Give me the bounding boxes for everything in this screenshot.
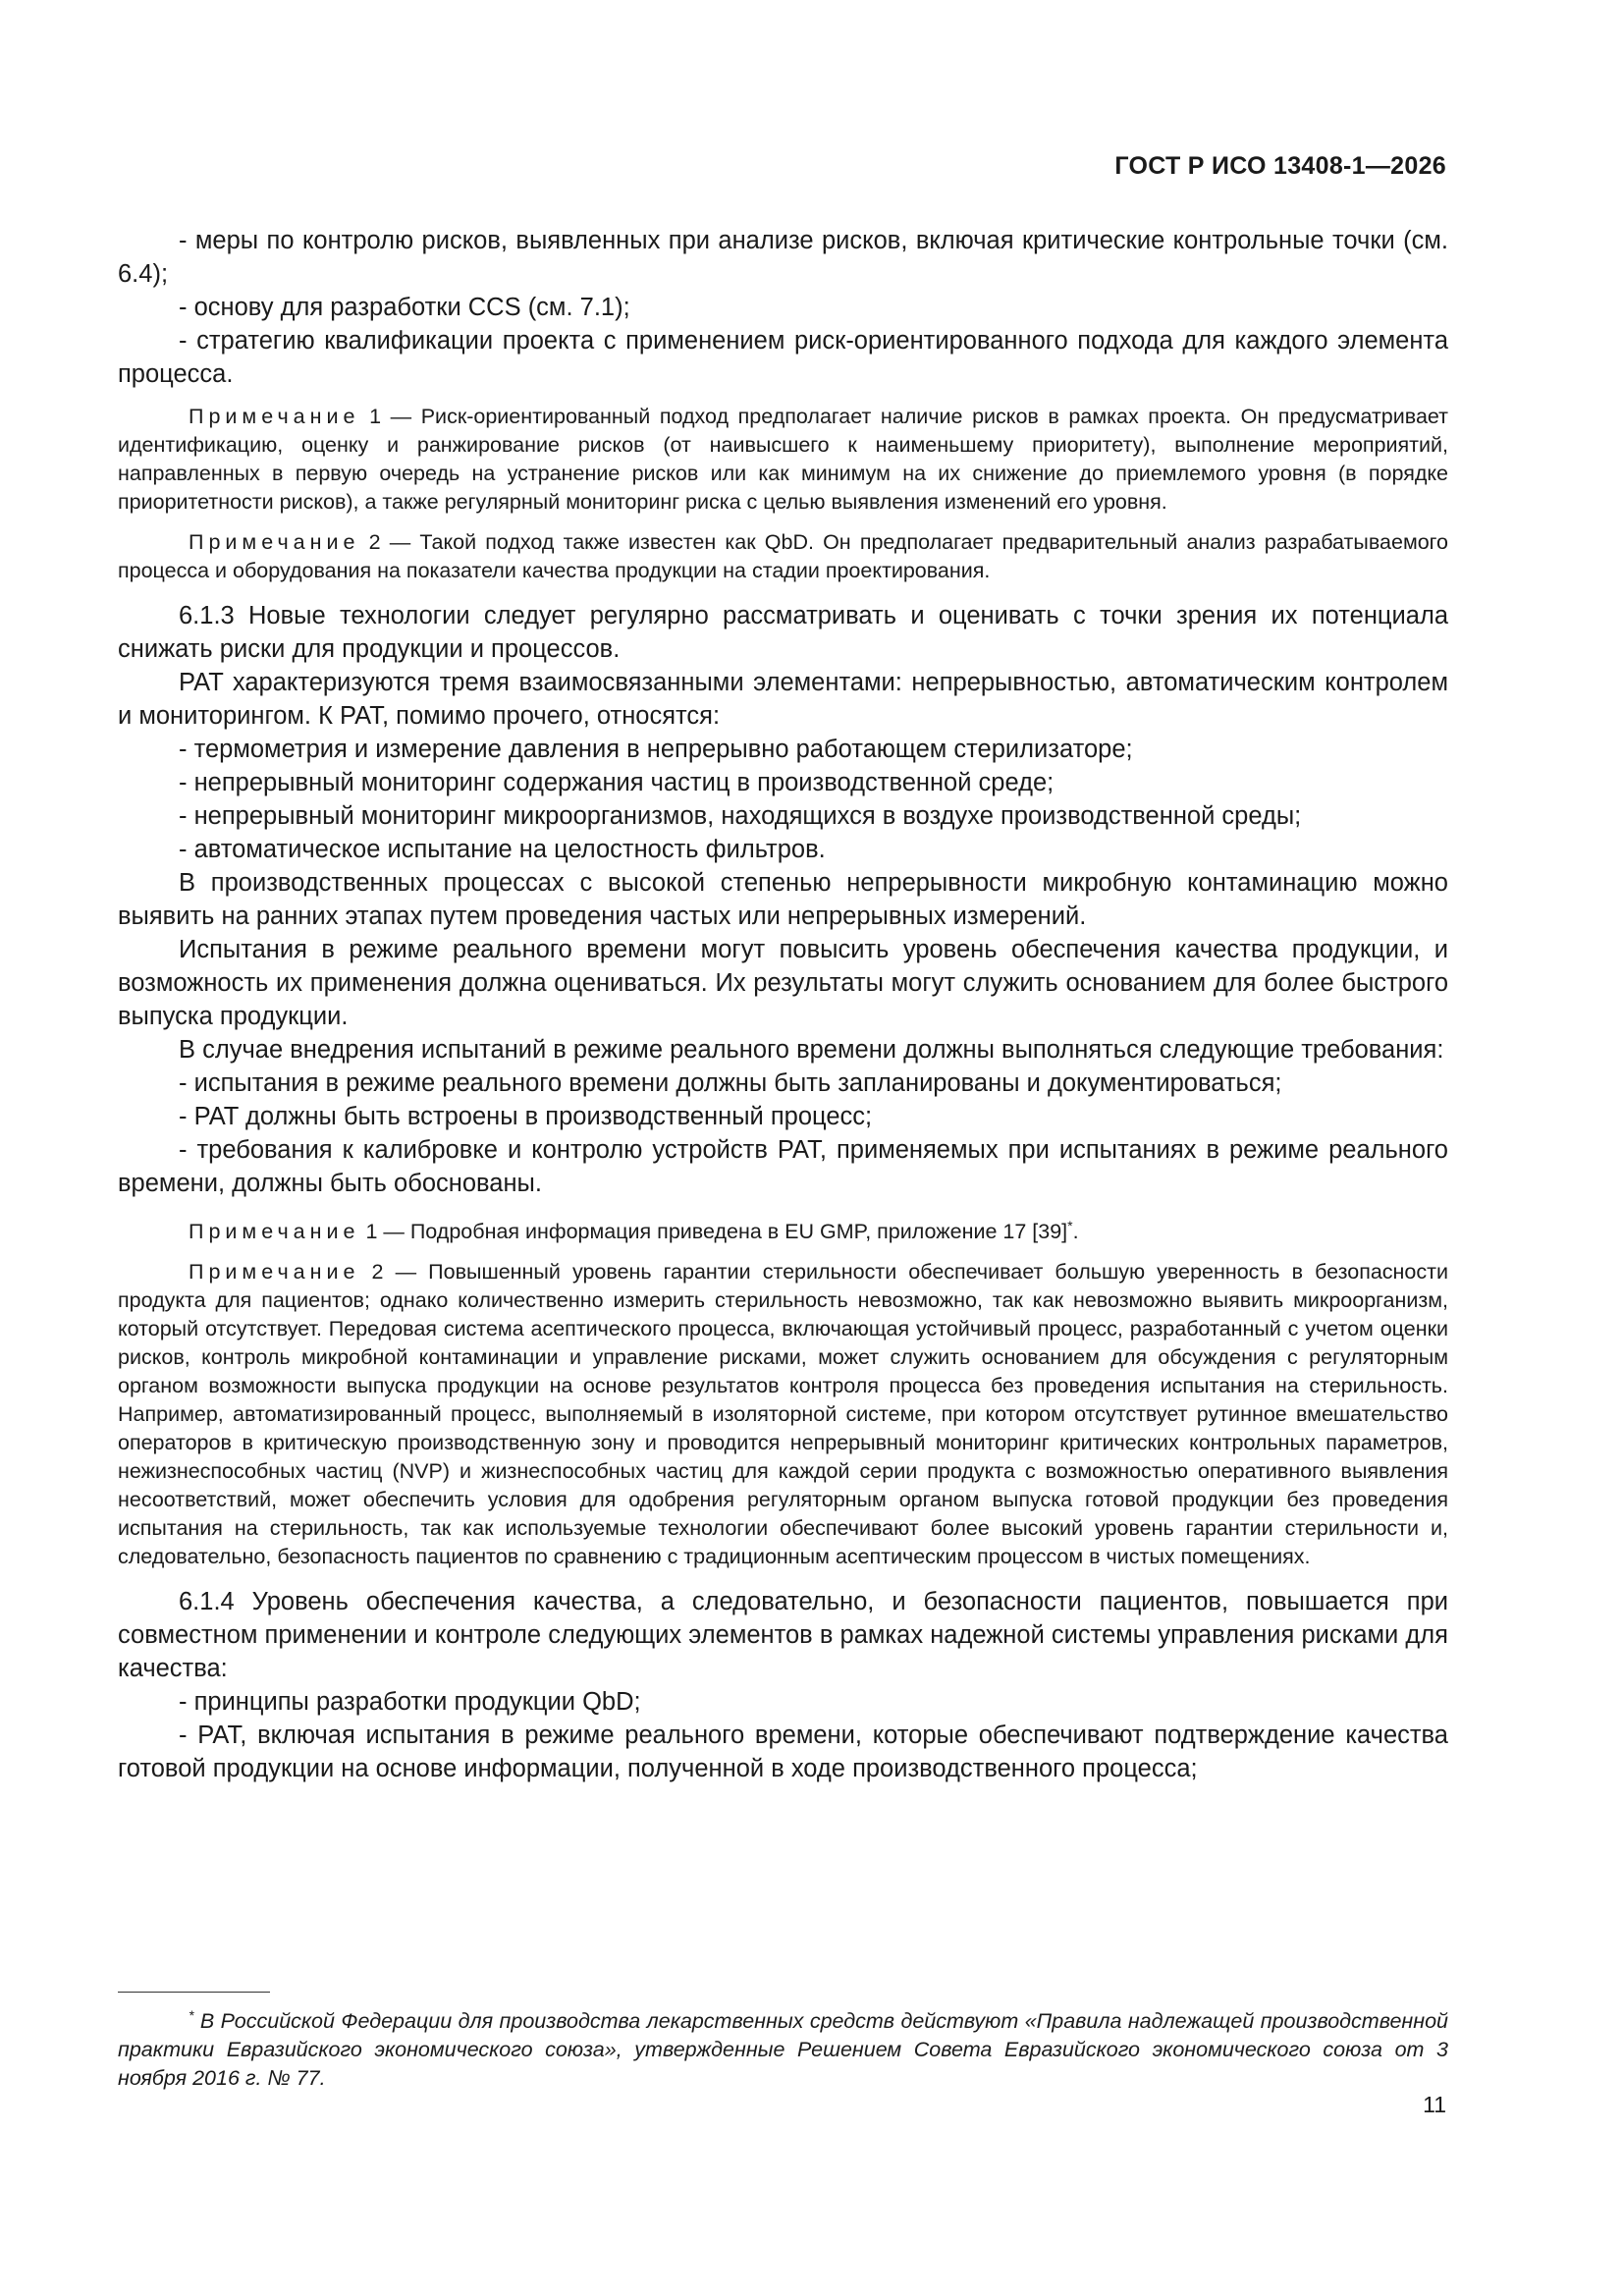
clause-6-1-3: 6.1.3 Новые технологии следует регулярно рассматривать и оценивать с точки зрения их потенциала снижать риски для продукции и процессов. xyxy=(118,602,1448,663)
footnote-mark: * xyxy=(1067,1218,1073,1233)
note-number: 1 xyxy=(365,1220,378,1244)
note-text: — Риск-ориентированный подход предполагает наличие рисков в рамках проекта. Он предусматривает идентификацию, оценку и ранжирование рисков (от наивысшего к наименьшему приоритету), выполнение мероприятий, направленных в первую очередь на устранение рисков или как минимум на их снижение до приемлемого уровня (в порядке приоритетности рисков), а также регулярный мониторинг риска с целью выявления изменений его уровня. xyxy=(118,405,1448,514)
document-body xyxy=(118,224,1448,1785)
note-4 xyxy=(118,1258,1448,1571)
footnote-divider xyxy=(118,1992,270,1993)
footnote-mark: * xyxy=(189,2007,194,2023)
list-item: - автоматическое испытание на целостность фильтров. xyxy=(179,836,826,863)
list-item: - непрерывный мониторинг содержания частиц в производственной среде; xyxy=(179,769,1055,796)
paragraph: - стратегию квалификации проекта с применением риск-ориентированного подхода для каждого элемента процесса. xyxy=(118,327,1448,388)
list-item: - PAT должны быть встроены в производственный процесс; xyxy=(179,1103,873,1130)
page-number: 11 xyxy=(1423,2092,1446,2117)
note-text: — Повышенный уровень гарантии стерильности обеспечивает большую уверенность в безопасности продукта для пациентов; однако количественно измерить стерильность невозможно, так как невозможно выявить микроорганизм, который отсутствует. Передовая система асептического процесса, включающая устойчивый процесс, разработанный с учетом оценки рисков, контроль микробной контаминации и управление рисками, может служить основанием для обсуждения с регуляторным органом возможности выпуска продукции на основе результатов контроля процесса без проведения испытания на стерильность. Например, автоматизированный процесс, выполняемый в изоляторной системе, при котором отсутствует рутинное вмешательство операторов в критическую производственную зону и проводится непрерывный мониторинг критических контрольных параметров, нежизнеспособных частиц (NVP) и жизнеспособных частиц для каждой серии продукта с возможностью оперативного выявления несоответствий, может обеспечить условия для одобрения регуляторным органом выпуска готовой продукции без проведения испытания на стерильность, так как используемые технологии обеспечивают более высокий уровень гарантии стерильности и, следовательно, безопасность пациентов по сравнению с традиционным асептическим процессом в чистых помещениях. xyxy=(118,1260,1448,1569)
document-header-id: ГОСТ Р ИСО 13408-1—2026 xyxy=(1114,152,1446,180)
clause-6-1-4: 6.1.4 Уровень обеспечения качества, а следовательно, и безопасности пациентов, повышается при совместном применении и контроле следующих элементов в рамках надежной системы управления рисками для качества: xyxy=(118,1588,1448,1683)
paragraph: В случае внедрения испытаний в режиме реального времени должны выполняться следующие требования: xyxy=(179,1036,1444,1064)
note-3: Примечание 1 — Подробная информация приведена в EU GMP, приложение 17 [39]*. xyxy=(189,1218,1079,1244)
list-item: - непрерывный мониторинг микроорганизмов, находящихся в воздухе производственной среды; xyxy=(179,802,1302,830)
note-2 xyxy=(118,528,1448,585)
note-1 xyxy=(118,403,1448,517)
list-item: - принципы разработки продукции QbD; xyxy=(179,1688,641,1717)
paragraph: - меры по контролю рисков, выявленных при анализе рисков, включая критические контрольные точки (см. 6.4); xyxy=(118,227,1448,288)
list-item: - испытания в режиме реального времени должны быть запланированы и документироваться; xyxy=(179,1069,1282,1097)
note-number: 2 xyxy=(371,1260,384,1285)
note-label: Примечание xyxy=(189,405,360,428)
list-item: - термометрия и измерение давления в непрерывно работающем стерилизаторе; xyxy=(179,736,1133,763)
note-text: — Подробная информация приведена в EU GMP, приложение 17 [39] xyxy=(377,1220,1068,1244)
note-label: Примечание xyxy=(189,1260,360,1285)
note-number: 2 xyxy=(368,530,381,554)
footnote-text: В Российской Федерации для производства лекарственных средств действуют «Правила надлежащей производственной практики Евразийского экономического союза», утвержденные Решением Совета Евразийского экономического союза от 3 ноября 2016 г. № 77. xyxy=(118,2009,1448,2091)
note-number: 1 xyxy=(369,405,382,428)
list-item: - PAT, включая испытания в режиме реального времени, которые обеспечивают подтверждение качества готовой продукции на основе информации, полученной в ходе производственного процесса; xyxy=(118,1722,1448,1783)
list-item: - требования к калибровке и контролю устройств PAT, применяемых при испытаниях в режиме реального времени, должны быть обоснованы. xyxy=(118,1136,1448,1197)
note-label: Примечание xyxy=(189,530,360,554)
note-label: Примечание xyxy=(189,1220,360,1244)
paragraph: Испытания в режиме реального времени могут повысить уровень обеспечения качества продукции, и возможность их применения должна оцениваться. Их результаты могут служить основанием для более быстрого выпуска продукции. xyxy=(118,936,1448,1030)
footnote xyxy=(118,2001,1448,2093)
paragraph: В производственных процессах с высокой степенью непрерывности микробную контаминацию можно выявить на ранних этапах путем проведения частых или непрерывных измерений. xyxy=(118,869,1448,930)
paragraph: - основу для разработки CCS (см. 7.1); xyxy=(179,294,630,321)
paragraph: PAT характеризуются тремя взаимосвязанными элементами: непрерывностью, автоматическим контролем и мониторингом. К PAT, помимо прочего, относятся: xyxy=(118,669,1448,730)
note-text: — Такой подход также известен как QbD. Он предполагает предварительный анализ разрабатываемого процесса и оборудования на показатели качества продукции на стадии проектирования. xyxy=(118,530,1449,582)
